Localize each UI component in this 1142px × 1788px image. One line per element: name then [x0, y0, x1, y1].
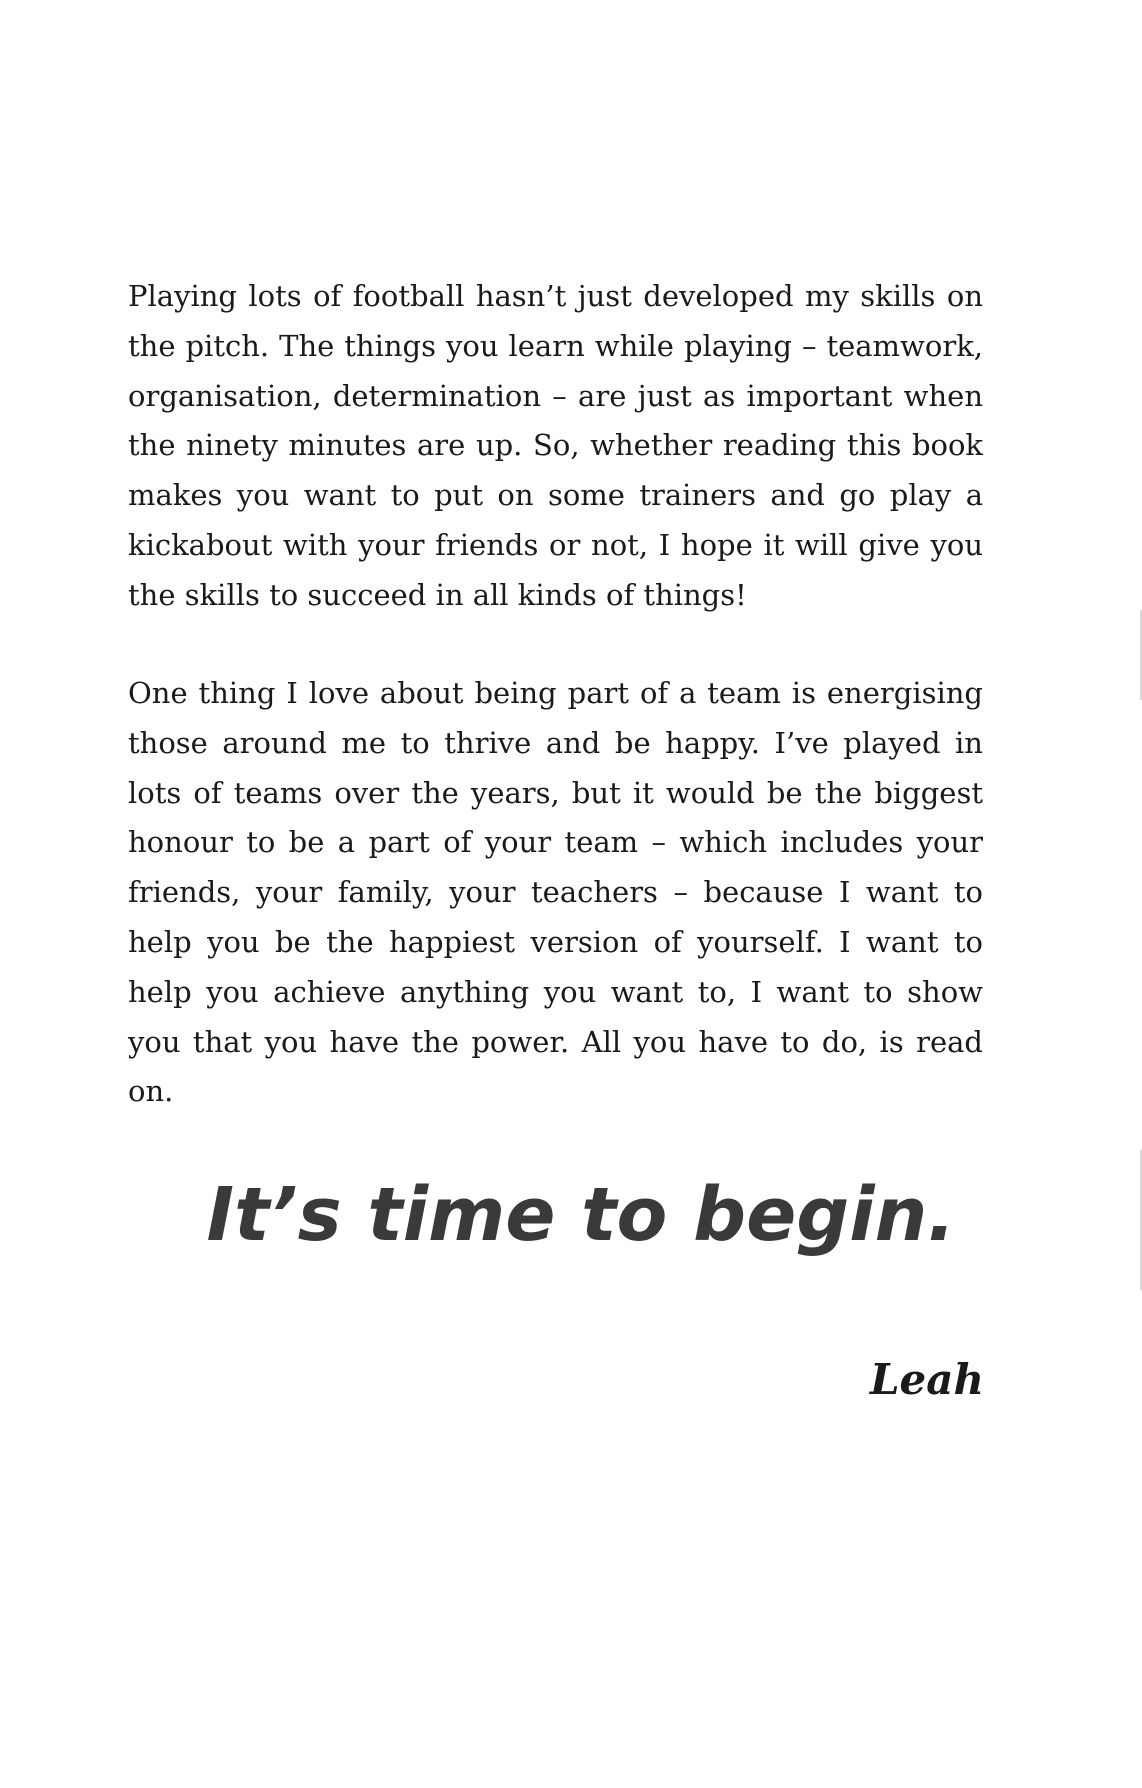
closing-line: It’s time to begin. [206, 1172, 956, 1258]
author-signature: Leah [869, 1355, 984, 1404]
body-paragraph-1: Playing lots of football hasn’t just developed my skills on the pitch. The things you learn while playing – teamwork, organisation, determination – are just as important when the ninety minutes are up. So, whether reading this book makes you want to put on some trainers and go play a kickabout with your friends or not, I hope it will give you the skills to succeed in all kinds of things! [128, 279, 983, 612]
body-paragraph-2: One thing I love about being part of a team is energising those around me to thrive and be happy. I’ve played in lots of teams over the years, but it would be the biggest honour to be a part of your team – which includes your friends, your family, your teachers – because I want to help you be the happiest version of yourself. I want to help you achieve anything you want to, I want to show you that you have the power. All you have to do, is read on. [128, 676, 983, 1109]
